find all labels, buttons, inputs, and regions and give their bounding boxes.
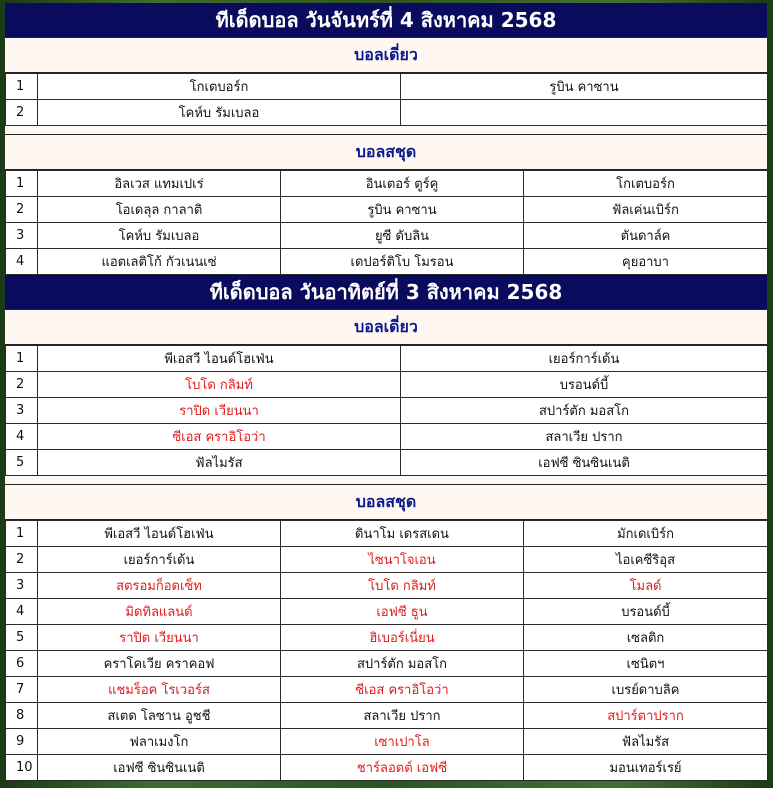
team-pick: พีเอสวี ไอนด์โฮเฟ่น <box>38 521 281 547</box>
row-number: 10 <box>6 755 38 781</box>
row-number: 5 <box>6 625 38 651</box>
team-pick: เอฟซี ซินซินเนติ <box>401 450 768 476</box>
table-row <box>6 521 768 547</box>
team-pick: มิดทิลแลนด์ <box>38 599 281 625</box>
team-pick: ฟัลเค่นเบิร์ก <box>524 197 768 223</box>
team-pick: เซนิตฯ <box>524 651 768 677</box>
team-pick: อินเตอร์ ตูร์คู <box>281 171 524 197</box>
single-bet-table <box>5 345 768 476</box>
table-row <box>6 729 768 755</box>
team-pick: โบโด กลิมท์ <box>38 372 401 398</box>
table-row <box>6 398 768 424</box>
team-pick: ยูซี ดับลิน <box>281 223 524 249</box>
combo-bet-heading: บอลสชุด <box>5 484 767 520</box>
row-number: 3 <box>6 573 38 599</box>
team-pick: เบรย์ดาบลิค <box>524 677 768 703</box>
row-number: 1 <box>6 346 38 372</box>
section-spacer <box>5 476 767 484</box>
team-pick: ตันดาล์ค <box>524 223 768 249</box>
team-pick: รูบิน คาซาน <box>401 74 768 100</box>
team-pick: ดินาโม เดรสเดน <box>281 521 524 547</box>
team-pick: สปาร์ตัก มอสโก <box>401 398 768 424</box>
table-row <box>6 74 768 100</box>
row-number: 3 <box>6 223 38 249</box>
row-number: 3 <box>6 398 38 424</box>
table-row <box>6 346 768 372</box>
single-bet-table <box>5 73 768 126</box>
team-pick: สปาร์ตัก มอสโก <box>281 651 524 677</box>
single-bet-heading: บอลเดี่ยว <box>5 37 767 73</box>
row-number: 6 <box>6 651 38 677</box>
row-number: 2 <box>6 547 38 573</box>
section-spacer <box>5 126 767 134</box>
row-number: 8 <box>6 703 38 729</box>
row-number: 1 <box>6 521 38 547</box>
team-pick: เซลติก <box>524 625 768 651</box>
team-pick: คราโคเวีย คราคอฟ <box>38 651 281 677</box>
team-pick: เยอร์การ์เด้น <box>401 346 768 372</box>
row-number: 1 <box>6 171 38 197</box>
team-pick: แอตเลติโก้ กัวเนนเซ่ <box>38 249 281 275</box>
team-pick: ชาร์ลอตต์ เอฟซี <box>281 755 524 781</box>
team-pick: เดปอร์ติโบ โมรอน <box>281 249 524 275</box>
day-block-sunday <box>5 275 767 781</box>
table-row <box>6 703 768 729</box>
team-pick: สตรอมก็อดเซ็ท <box>38 573 281 599</box>
team-pick: มักเดเบิร์ก <box>524 521 768 547</box>
single-bet-heading: บอลเดี่ยว <box>5 309 767 345</box>
table-row <box>6 573 768 599</box>
team-pick: โบโด กลิมท์ <box>281 573 524 599</box>
table-row <box>6 625 768 651</box>
team-pick: เอฟซี ซินซินเนติ <box>38 755 281 781</box>
team-pick <box>401 100 768 126</box>
row-number: 5 <box>6 450 38 476</box>
team-pick: ซีเอส คราอิโอว่า <box>281 677 524 703</box>
table-row <box>6 599 768 625</box>
row-number: 9 <box>6 729 38 755</box>
table-row <box>6 100 768 126</box>
team-pick: มอนเทอร์เรย์ <box>524 755 768 781</box>
row-number: 1 <box>6 74 38 100</box>
team-pick: เซาเปาโล <box>281 729 524 755</box>
team-pick: อิลเวส แทมเปเร่ <box>38 171 281 197</box>
team-pick: โอเดลุล กาลาติ <box>38 197 281 223</box>
team-pick: โกเตบอร์ก <box>524 171 768 197</box>
team-pick: โมลด์ <box>524 573 768 599</box>
row-number: 2 <box>6 197 38 223</box>
table-row <box>6 249 768 275</box>
team-pick: บรอนด์บี้ <box>524 599 768 625</box>
team-pick: ฮิเบอร์เนี่ยน <box>281 625 524 651</box>
table-row <box>6 755 768 781</box>
row-number: 7 <box>6 677 38 703</box>
team-pick: รูบิน คาซาน <box>281 197 524 223</box>
row-number: 4 <box>6 249 38 275</box>
team-pick: สลาเวีย ปราก <box>281 703 524 729</box>
table-row <box>6 171 768 197</box>
day-title: ทีเด็ดบอล วันจันทร์ที่ 4 สิงหาคม 2568 <box>5 3 767 37</box>
day-title: ทีเด็ดบอล วันอาทิตย์ที่ 3 สิงหาคม 2568 <box>5 275 767 309</box>
table-row <box>6 450 768 476</box>
day-block-monday <box>5 3 767 275</box>
team-pick: เอฟซี ธูน <box>281 599 524 625</box>
row-number: 2 <box>6 100 38 126</box>
table-row <box>6 424 768 450</box>
team-pick: ราปิด เวียนนา <box>38 398 401 424</box>
team-pick: บรอนด์บี้ <box>401 372 768 398</box>
team-pick: สเตด โลซาน อูชชี <box>38 703 281 729</box>
combo-bet-table <box>5 520 768 781</box>
table-row <box>6 547 768 573</box>
table-row <box>6 223 768 249</box>
table-row <box>6 372 768 398</box>
team-pick: คุยอาบา <box>524 249 768 275</box>
row-number: 4 <box>6 424 38 450</box>
team-pick: โคห์บ รัมเบลอ <box>38 100 401 126</box>
team-pick: ราปิด เวียนนา <box>38 625 281 651</box>
team-pick: ไอเคซีริอุส <box>524 547 768 573</box>
team-pick: โคห์บ รัมเบลอ <box>38 223 281 249</box>
team-pick: สลาเวีย ปราก <box>401 424 768 450</box>
team-pick: โกเตบอร์ก <box>38 74 401 100</box>
team-pick: เยอร์การ์เด้น <box>38 547 281 573</box>
team-pick: ไซนาโจเอน <box>281 547 524 573</box>
team-pick: ฟัลไมรัส <box>524 729 768 755</box>
team-pick: พีเอสวี ไอนด์โฮเฟ่น <box>38 346 401 372</box>
team-pick: ฟลาเมงโก <box>38 729 281 755</box>
team-pick: สปาร์ตาปราก <box>524 703 768 729</box>
combo-bet-heading: บอลสชุด <box>5 134 767 170</box>
team-pick: ฟัลไมรัส <box>38 450 401 476</box>
row-number: 2 <box>6 372 38 398</box>
table-row <box>6 651 768 677</box>
team-pick: แชมร็อค โรเวอร์ส <box>38 677 281 703</box>
table-row <box>6 197 768 223</box>
table-row <box>6 677 768 703</box>
team-pick: ซีเอส คราอิโอว่า <box>38 424 401 450</box>
row-number: 4 <box>6 599 38 625</box>
combo-bet-table <box>5 170 768 275</box>
